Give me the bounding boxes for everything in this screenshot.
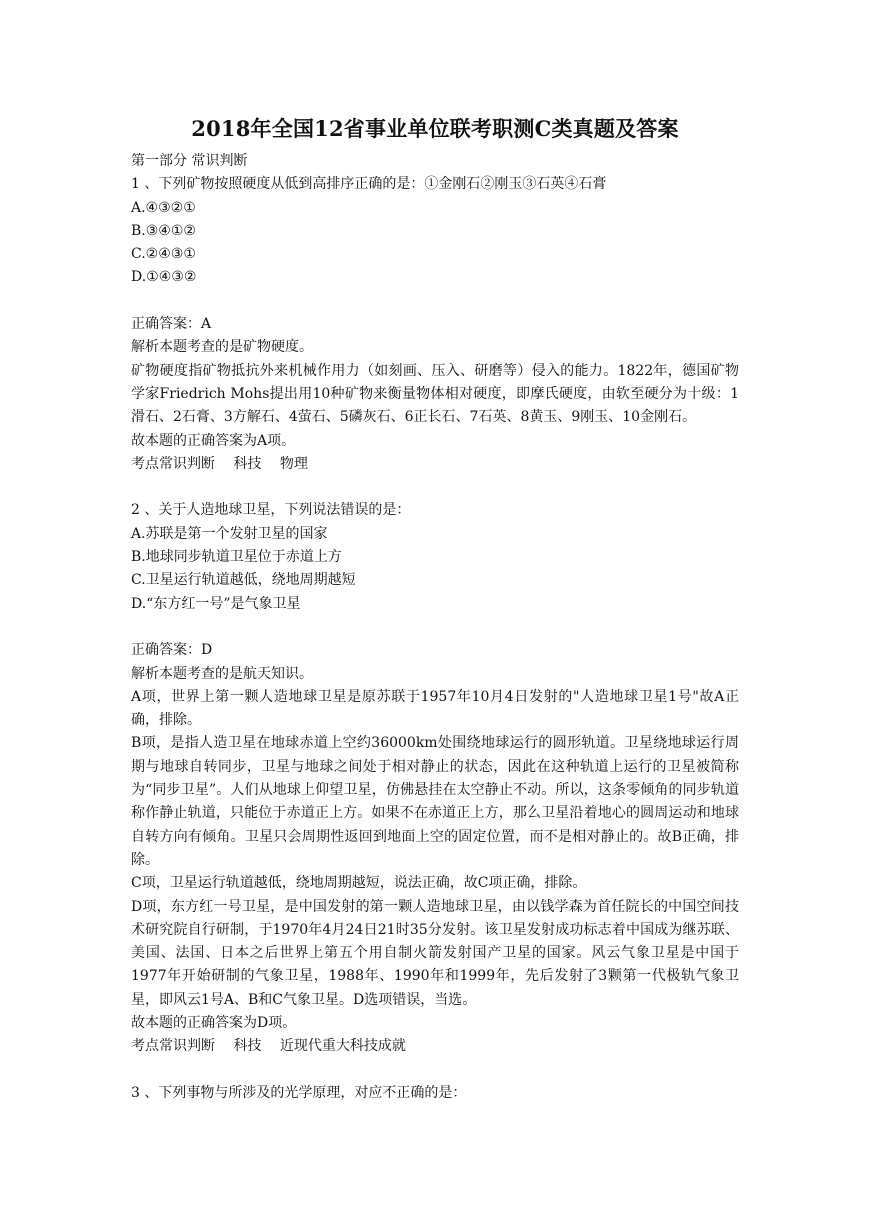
option-a: A.苏联是第一个发射卫星的国家 [131, 525, 328, 542]
analysis-paragraph: C项，卫星运行轨道越低，绕地周期越短，说法正确，故C项正确，排除。 [131, 875, 587, 892]
tag: 近现代重大科技成就 [279, 1038, 406, 1055]
analysis-paragraph: A项，世界上第一颗人造地球卫星是原苏联于1957年10月4日发射的"人造地球卫星1号"故A正确，排除。 [131, 688, 739, 729]
question-3 [131, 1082, 739, 1105]
question-stem: 3 、下列事物与所涉及的光学原理，对应不正确的是： [131, 1084, 467, 1101]
answer: 正确答案：A [131, 316, 212, 333]
option-d: D.①④③② [131, 269, 197, 286]
spacer [131, 1059, 739, 1082]
option-c: C.卫星运行轨道越低，绕地周期越短 [131, 572, 356, 589]
question-1 [131, 173, 739, 476]
tag: 物理 [279, 455, 308, 472]
section-heading: 第一部分 常识判断 [131, 153, 248, 169]
option-c: C.②④③① [131, 246, 196, 263]
document-title: 2018年全国12省事业单位联考职测C类真题及答案 [191, 116, 679, 141]
tag: 考点常识判断 [131, 455, 215, 472]
option-a: A.④③②① [131, 199, 196, 216]
analysis-paragraph: B项，是指人造卫星在地球赤道上空约36000km处围绕地球运行的圆形轨道。卫星绕地球运行周期与地球自转同步，卫星与地球之间处于相对静止的状态，因此在这种轨道上运行的卫星被简称为“同步卫星”。人们从地球上仰望卫星，仿佛悬挂在太空静止不动。所以，这条零倾角的同步轨道称作静止轨道，只能位于赤道正上方。如果不在赤道正上方，那么卫星沿着地心的圆周运动和地球自转方向有倾角。卫星只会周期性返回到地面上空的固定位置，而不是相对静止的。故B正确，排除。 [131, 735, 739, 868]
option-d: D.“东方红一号”是气象卫星 [131, 595, 301, 612]
analysis-paragraph: 矿物硬度指矿物抵抗外来机械作用力（如刻画、压入、研磨等）侵入的能力。1822年，德国矿物学家Friedrich Mohs提出用10种矿物来衡量物体相对硬度，即摩氏硬度，由软至硬分为十级：1滑石、2石膏、3方解石、4萤石、5磷灰石、6正长石、7石英、8黄玉、9刚玉、10金刚石。 [131, 362, 739, 426]
spacer [131, 476, 739, 499]
tag: 科技 [233, 1038, 262, 1055]
option-b: B.③④①② [131, 222, 196, 239]
spacer [131, 616, 739, 639]
analysis-intro: 解析本题考查的是航天知识。 [131, 665, 313, 682]
analysis-conclusion: 故本题的正确答案为A项。 [131, 432, 296, 449]
question-stem: 1 、下列矿物按照硬度从低到高排序正确的是：①金刚石②刚玉③石英④石膏 [131, 176, 607, 193]
topic-tags [131, 453, 739, 476]
answer: 正确答案：D [131, 642, 213, 659]
question-2 [131, 499, 739, 1058]
spacer [131, 290, 739, 313]
analysis-paragraph: D项，东方红一号卫星，是中国发射的第一颗人造地球卫星，由以钱学森为首任院长的中国空间技术研究院自行研制，于1970年4月24日21时35分发射。该卫星发射成功标志着中国成为继苏联、美国、法国、日本之后世界上第五个用自制火箭发射国产卫星的国家。风云气象卫星是中国于1977年开始研制的气象卫星，1988年、1990年和1999年，先后发射了3颗第一代极轨气象卫星，即风云1号A、B和C气象卫星。D选项错误，当选。 [131, 898, 739, 1008]
analysis-conclusion: 故本题的正确答案为D项。 [131, 1014, 297, 1031]
question-stem: 2 、关于人造地球卫星，下列说法错误的是： [131, 502, 411, 519]
topic-tags [131, 1035, 739, 1058]
tag: 科技 [233, 455, 262, 472]
tag: 考点常识判断 [131, 1038, 215, 1055]
analysis-intro: 解析本题考查的是矿物硬度。 [131, 339, 313, 356]
option-b: B.地球同步轨道卫星位于赤道上方 [131, 549, 342, 566]
